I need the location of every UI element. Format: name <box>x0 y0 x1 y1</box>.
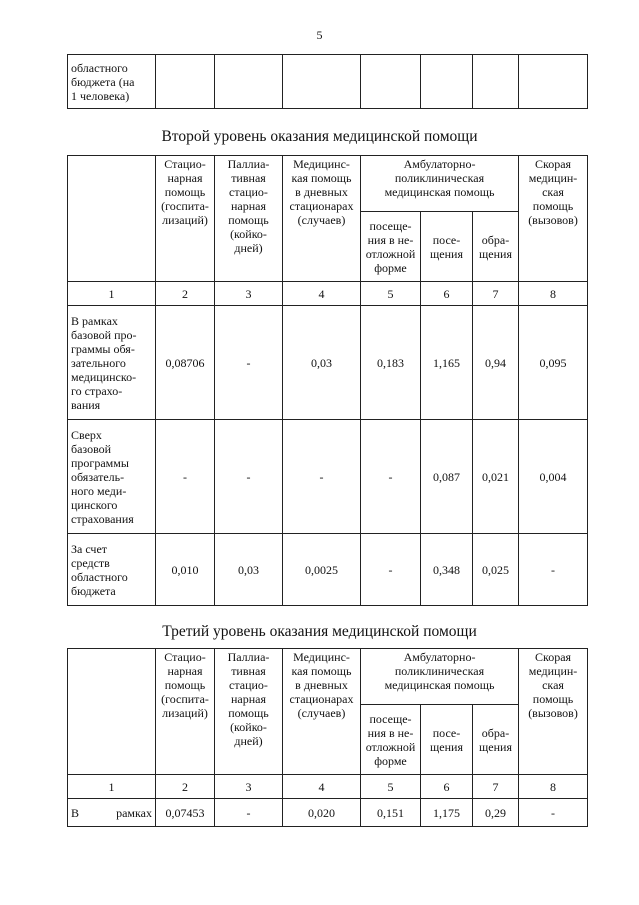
cell: 0,020 <box>283 799 361 827</box>
cell: 1,175 <box>421 799 473 827</box>
table-row <box>68 420 588 534</box>
cell: 0,004 <box>519 420 588 534</box>
cell: - <box>519 534 588 606</box>
column-numbers-row <box>68 282 588 306</box>
cell: 0,03 <box>283 306 361 420</box>
cell: - <box>215 420 283 534</box>
column-number: 2 <box>156 775 215 799</box>
cell: 0,07453 <box>156 799 215 827</box>
header-ambulatory: Амбулаторно- поликлиническая медицинская помощь <box>361 156 519 212</box>
cell: - <box>215 306 283 420</box>
row-label: Сверх базовой программы обязатель- ного меди- цинского страхования <box>68 420 156 534</box>
table-row <box>68 306 588 420</box>
cell: 0,021 <box>473 420 519 534</box>
row-label: областного бюджета (на 1 человека) <box>68 55 156 109</box>
cell: 0,08706 <box>156 306 215 420</box>
cell: - <box>519 799 588 827</box>
cell: 0,095 <box>519 306 588 420</box>
header-inpatient: Стацио- нарная помощь (госпита- лизаций) <box>156 649 215 775</box>
column-number: 1 <box>68 775 156 799</box>
table-row <box>68 799 588 827</box>
header-palliative: Паллиа- тивная стацио- нарная помощь (койко- дней) <box>215 156 283 282</box>
column-number: 7 <box>473 775 519 799</box>
cell: 0,29 <box>473 799 519 827</box>
header-urgent-visits: посеще- ния в не- отложной форме <box>361 705 421 775</box>
column-number: 3 <box>215 282 283 306</box>
header-day-hospital: Медицинс- кая помощь в дневных стационарах (случаев) <box>283 649 361 775</box>
level-3-table <box>67 648 588 827</box>
column-number: 2 <box>156 282 215 306</box>
row-label: За счет средств областного бюджета <box>68 534 156 606</box>
column-number: 6 <box>421 775 473 799</box>
header-inpatient: Стацио- нарная помощь (госпита- лизаций) <box>156 156 215 282</box>
cell: 0,010 <box>156 534 215 606</box>
header-palliative: Паллиа- тивная стацио- нарная помощь (койко- дней) <box>215 649 283 775</box>
column-number: 6 <box>421 282 473 306</box>
header-appeals: обра- щения <box>473 212 519 282</box>
cell: 0,348 <box>421 534 473 606</box>
column-number: 4 <box>283 775 361 799</box>
column-number: 4 <box>283 282 361 306</box>
cell: - <box>283 420 361 534</box>
column-numbers-row <box>68 775 588 799</box>
row-label: В рамках <box>68 799 156 827</box>
column-number: 8 <box>519 775 588 799</box>
section-title-level-3: Третий уровень оказания медицинской помощи <box>162 623 477 640</box>
header-day-hospital: Медицинс- кая помощь в дневных стационарах (случаев) <box>283 156 361 282</box>
header-appeals: обра- щения <box>473 705 519 775</box>
header-emergency: Скорая медицин- ская помощь (вызовов) <box>519 156 588 282</box>
cell: - <box>156 420 215 534</box>
column-number: 5 <box>361 282 421 306</box>
cell: 0,151 <box>361 799 421 827</box>
cell: - <box>215 799 283 827</box>
header-emergency: Скорая медицин- ская помощь (вызовов) <box>519 649 588 775</box>
cell: - <box>361 534 421 606</box>
section-title-level-2: Второй уровень оказания медицинской помощи <box>161 128 478 145</box>
header-ambulatory: Амбулаторно- поликлиническая медицинская помощь <box>361 649 519 705</box>
header-visits: посе- щения <box>421 212 473 282</box>
cell: 1,165 <box>421 306 473 420</box>
column-number: 8 <box>519 282 588 306</box>
cell: 0,183 <box>361 306 421 420</box>
column-number: 1 <box>68 282 156 306</box>
cell: 0,087 <box>421 420 473 534</box>
page-number: 5 <box>316 28 323 42</box>
column-number: 3 <box>215 775 283 799</box>
level-2-table <box>67 155 588 606</box>
table-row <box>68 534 588 606</box>
top-fragment-table <box>67 54 588 109</box>
column-number: 7 <box>473 282 519 306</box>
header-visits: посе- щения <box>421 705 473 775</box>
cell: 0,03 <box>215 534 283 606</box>
cell: 0,94 <box>473 306 519 420</box>
cell: 0,025 <box>473 534 519 606</box>
row-label: В рамках базовой про- граммы обя- зательного медицинско- го страхо- вания <box>68 306 156 420</box>
cell: 0,0025 <box>283 534 361 606</box>
column-number: 5 <box>361 775 421 799</box>
cell: - <box>361 420 421 534</box>
header-urgent-visits: посеще- ния в не- отложной форме <box>361 212 421 282</box>
